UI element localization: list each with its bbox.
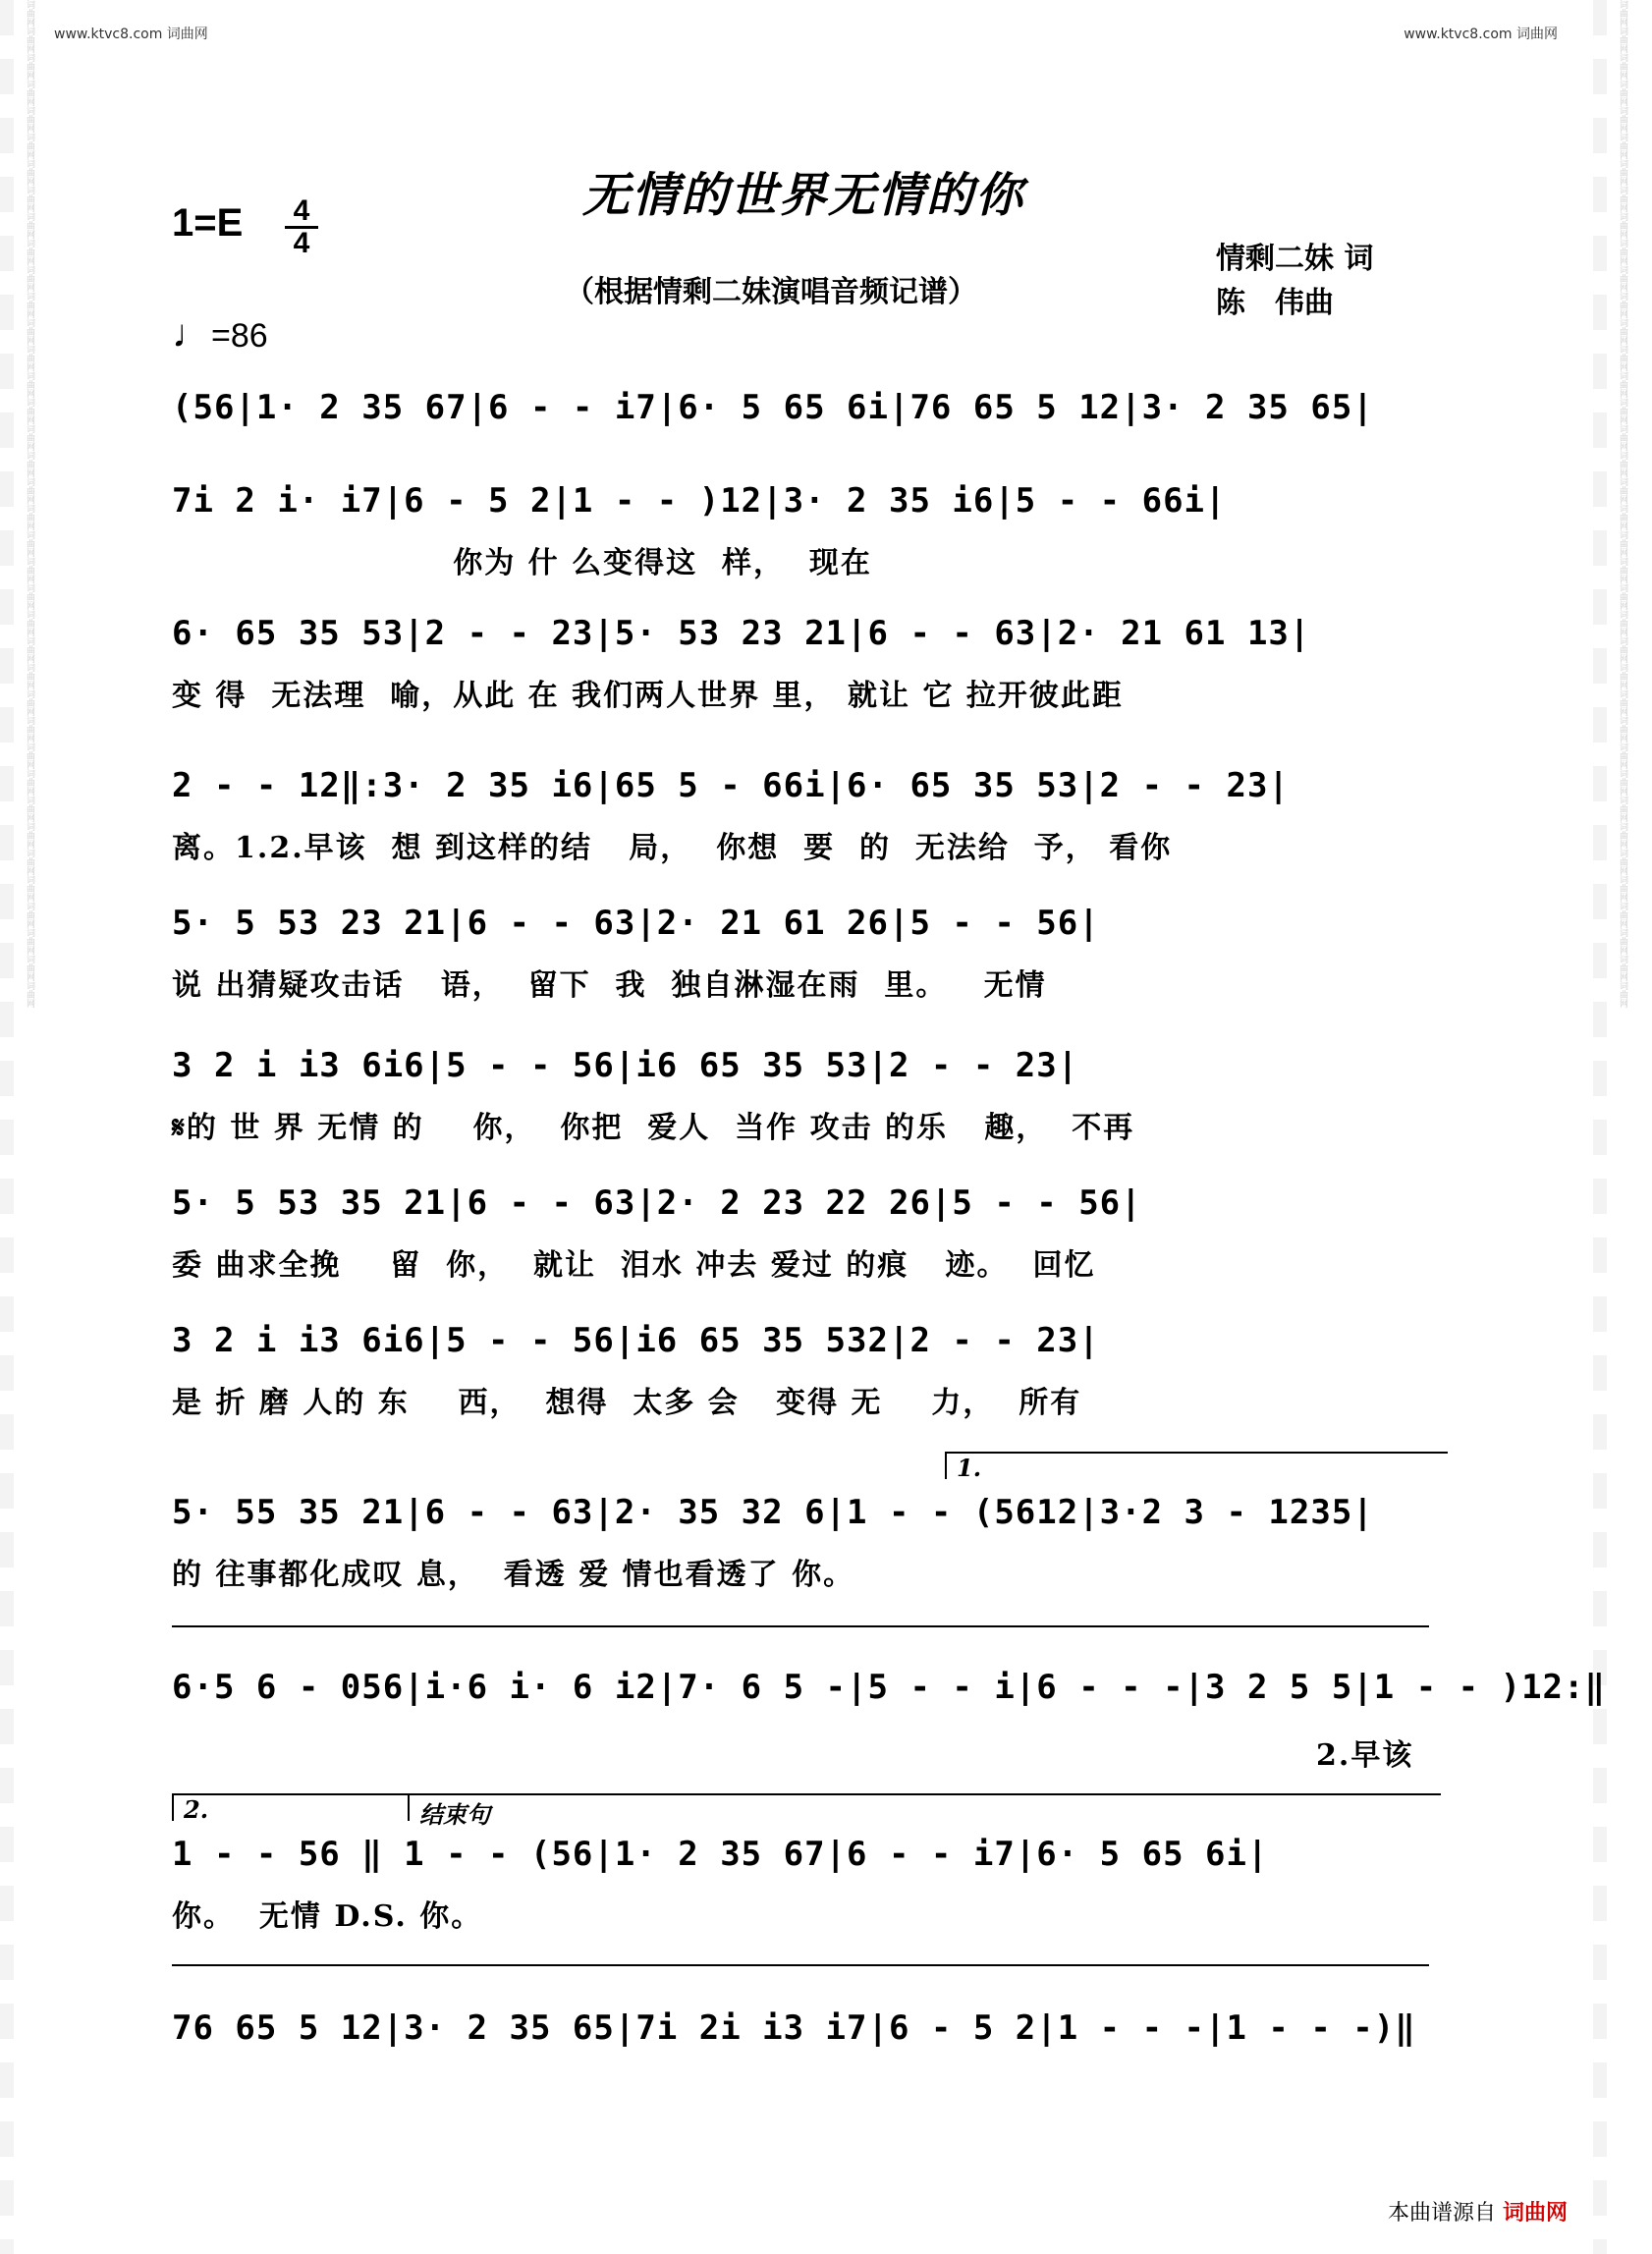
side-watermark-text: 词曲网 — [1618, 530, 1627, 557]
side-watermark-text: 词曲网 — [25, 53, 34, 80]
notation: 6· 65 35 53|2 - - 23|5· 53 23 21|6 - - 63|2· 21 61 13| — [172, 614, 1311, 653]
time-signature — [285, 196, 318, 258]
side-watermark-text: 词曲网 — [1618, 504, 1627, 530]
side-watermark-text: 词曲网 — [25, 133, 34, 159]
side-watermark-text: 词曲网 — [1618, 557, 1627, 583]
tempo-mark — [172, 312, 268, 357]
time-top: 4 — [293, 194, 310, 227]
notation: 6·5 6 - 056|i·6 i· 6 i2|7· 6 5 -|5 - - i|6 - - -|3 2 5 5|1 - - )12:‖ — [172, 1668, 1606, 1707]
side-watermark-text: 词曲网 — [25, 610, 34, 636]
side-watermark-text: 词曲网 — [25, 557, 34, 583]
tempo-value: =86 — [211, 317, 268, 355]
side-watermark-text: 词曲网 — [1618, 742, 1627, 769]
lyrics: 你为 什 么变得这 样， 现在 — [172, 546, 872, 580]
side-watermark-text: 词曲网 — [25, 769, 34, 796]
lyrics: 是 折 磨 人的 东 西， 想得 太多 会 变得 无 力， 所有 — [172, 1386, 1082, 1420]
side-watermark-text: 词曲网 — [1618, 822, 1627, 849]
lyrics: 你。 无情 D.S. 你。 — [172, 1899, 483, 1934]
watermark-right: www.ktvc8.com 词曲网 — [1404, 27, 1558, 42]
side-watermark-text: 词曲网 — [1618, 345, 1627, 371]
footer-credit — [1388, 2196, 1568, 2227]
side-watermark-text: 词曲网 — [25, 80, 34, 106]
lyrics: 的 往事都化成叹 息， 看透 爱 情也看透了 你。 — [172, 1558, 855, 1592]
side-watermark-text: 词曲网 — [25, 504, 34, 530]
side-watermark-text: 词曲网 — [25, 212, 34, 239]
side-watermark-text: 词曲网 — [25, 371, 34, 398]
side-watermark-text: 词曲网 — [1618, 451, 1627, 477]
side-watermark-text: 词曲网 — [1618, 610, 1627, 636]
side-watermark-text: 词曲网 — [25, 822, 34, 849]
side-watermark-text: 词曲网 — [25, 689, 34, 716]
continuation-rule-2 — [172, 1964, 1429, 1966]
coda-bracket: 结束句 — [408, 1793, 1441, 1821]
second-ending-lyric: 2.早该 — [1316, 1738, 1414, 1773]
side-watermark-text: 词曲网 — [1618, 106, 1627, 133]
side-watermark-text: 词曲网 — [25, 530, 34, 557]
side-watermark-text: 词曲网 — [1618, 318, 1627, 345]
key-signature: 1=E — [172, 201, 244, 245]
side-watermark-text: 词曲网 — [25, 159, 34, 186]
side-watermark-text: 词曲网 — [1618, 292, 1627, 318]
lyrics: 离。1.2.早该 想 到这样的结 局， 你想 要 的 无法给 予， 看你 — [172, 831, 1173, 865]
side-watermark-text: 词曲网 — [1618, 689, 1627, 716]
side-watermark-text: 词曲网 — [1618, 796, 1627, 822]
side-watermark-text: 词曲网 — [25, 636, 34, 663]
side-watermark-text: 词曲网 — [25, 398, 34, 424]
second-ending-bracket: 2. — [172, 1793, 410, 1821]
notation: 1 - - 56 ‖ 1 - - (56|1· 2 35 67|6 - - i7|6· 5 65 6i| — [172, 1835, 1269, 1874]
side-watermark-text: 词曲网 — [25, 318, 34, 345]
side-watermark-text: 词曲网 — [1618, 928, 1627, 955]
side-watermark-text: 词曲网 — [25, 742, 34, 769]
quarter-note-icon: ♩ — [172, 312, 211, 356]
side-watermark-text: 词曲网 — [25, 27, 34, 53]
side-watermark-text: 词曲网 — [25, 583, 34, 610]
lyrics: 变 得 无法理 喻，从此 在 我们两人世界 里， 就让 它 拉开彼此距 — [172, 679, 1124, 713]
side-watermark-text: 词曲网 — [1618, 902, 1627, 928]
song-subtitle: （根据情剩二妹演唱音频记谱） — [565, 275, 977, 309]
side-watermark-text: 词曲网 — [1618, 371, 1627, 398]
continuation-rule — [172, 1625, 1429, 1627]
watermark-left: www.ktvc8.com 词曲网 — [54, 27, 208, 42]
side-strip-right — [1593, 0, 1627, 2254]
notation: 5· 55 35 21|6 - - 63|2· 35 32 6|1 - - (5612|3·2 3 - 1235| — [172, 1493, 1374, 1532]
side-watermark-text: 词曲网 — [1618, 663, 1627, 689]
side-watermark-text: 词曲网 — [1618, 583, 1627, 610]
side-watermark-text: 词曲网 — [25, 292, 34, 318]
side-watermark-text: 词曲网 — [1618, 636, 1627, 663]
side-watermark-text: 词曲网 — [25, 424, 34, 451]
song-title: 无情的世界无情的你 — [581, 168, 1024, 223]
side-watermark-text: 词曲网 — [1618, 239, 1627, 265]
side-watermark-text: 词曲网 — [1618, 477, 1627, 504]
footer-source: 本曲谱源自 — [1387, 2201, 1496, 2226]
side-watermark-text: 词曲网 — [1618, 159, 1627, 186]
notation: 3 2 i i3 6i6|5 - - 56|i6 65 35 532|2 - - 23| — [172, 1321, 1100, 1360]
notation: (56|1· 2 35 67|6 - - i7|6· 5 65 6i|76 65 5 12|3· 2 35 65| — [172, 388, 1374, 427]
side-watermark-text: 词曲网 — [1618, 424, 1627, 451]
composer-credit: 陈 伟曲 — [1216, 286, 1334, 320]
side-watermark-text: 词曲网 — [1618, 398, 1627, 424]
side-watermark-text: 词曲网 — [25, 239, 34, 265]
side-watermark-text: 词曲网 — [1618, 981, 1627, 1008]
side-watermark-text: 词曲网 — [25, 716, 34, 742]
side-watermark-text: 词曲网 — [25, 106, 34, 133]
side-strip-left — [0, 0, 34, 2254]
notation: 76 65 5 12|3· 2 35 65|7i 2i i3 i7|6 - 5 2|1 - - -|1 - - -)‖ — [172, 2008, 1416, 2048]
side-watermark-text: 词曲网 — [1618, 716, 1627, 742]
lyrics: 说 出猜疑攻击话 语， 留下 我 独自淋湿在雨 里。 无情 — [172, 968, 1047, 1003]
lyrics: 委 曲求全挽 留 你， 就让 泪水 冲去 爱过 的痕 迹。 回忆 — [172, 1248, 1096, 1283]
side-watermark-text: 词曲网 — [25, 451, 34, 477]
time-bottom: 4 — [293, 227, 310, 259]
lyricist-credit: 情剩二妹 词 — [1216, 242, 1374, 276]
side-watermark-text: 词曲网 — [1618, 80, 1627, 106]
side-watermark-text: 词曲网 — [25, 849, 34, 875]
notation: 5· 5 53 35 21|6 - - 63|2· 2 23 22 26|5 - - 56| — [172, 1183, 1142, 1223]
lyrics: 𝄋的 世 界 无情 的 你， 你把 爱人 当作 攻击 的乐 趣， 不再 — [172, 1111, 1135, 1145]
side-watermark-text: 词曲网 — [25, 902, 34, 928]
side-watermark-text: 词曲网 — [1618, 265, 1627, 292]
side-watermark-text: 词曲网 — [25, 928, 34, 955]
side-watermark-text: 词曲网 — [1618, 212, 1627, 239]
side-watermark-text: 词曲网 — [1618, 27, 1627, 53]
side-watermark-text: 词曲网 — [25, 955, 34, 981]
side-watermark-text: 词曲网 — [25, 345, 34, 371]
side-watermark-text: 词曲网 — [25, 796, 34, 822]
side-watermark-text: 词曲网 — [25, 0, 34, 27]
notation: 2 - - 12‖:3· 2 35 i6|65 5 - 66i|6· 65 35 53|2 - - 23| — [172, 766, 1290, 805]
side-watermark-text: 词曲网 — [25, 477, 34, 504]
side-watermark-text: 词曲网 — [1618, 849, 1627, 875]
side-watermark-text: 词曲网 — [1618, 0, 1627, 27]
side-watermark-text: 词曲网 — [1618, 955, 1627, 981]
side-watermark-text: 词曲网 — [25, 663, 34, 689]
side-watermark-text: 词曲网 — [1618, 769, 1627, 796]
side-watermark-text: 词曲网 — [1618, 53, 1627, 80]
side-watermark-text: 词曲网 — [1618, 133, 1627, 159]
side-watermark-text: 词曲网 — [25, 981, 34, 1008]
footer-brand-link[interactable]: 词曲网 — [1502, 2200, 1568, 2226]
notation: 5· 5 53 23 21|6 - - 63|2· 21 61 26|5 - - 56| — [172, 904, 1100, 943]
side-watermark-text: 词曲网 — [25, 186, 34, 212]
side-watermark-text: 词曲网 — [1618, 186, 1627, 212]
side-watermark-text: 词曲网 — [25, 265, 34, 292]
side-watermark-text: 词曲网 — [1618, 875, 1627, 902]
notation: 3 2 i i3 6i6|5 - - 56|i6 65 35 53|2 - - 23| — [172, 1046, 1079, 1085]
notation: 7i 2 i· i7|6 - 5 2|1 - - )12|3· 2 35 i6|5 - - 66i| — [172, 481, 1227, 521]
first-ending-bracket: 1. — [945, 1452, 1448, 1479]
side-watermark-text: 词曲网 — [25, 875, 34, 902]
